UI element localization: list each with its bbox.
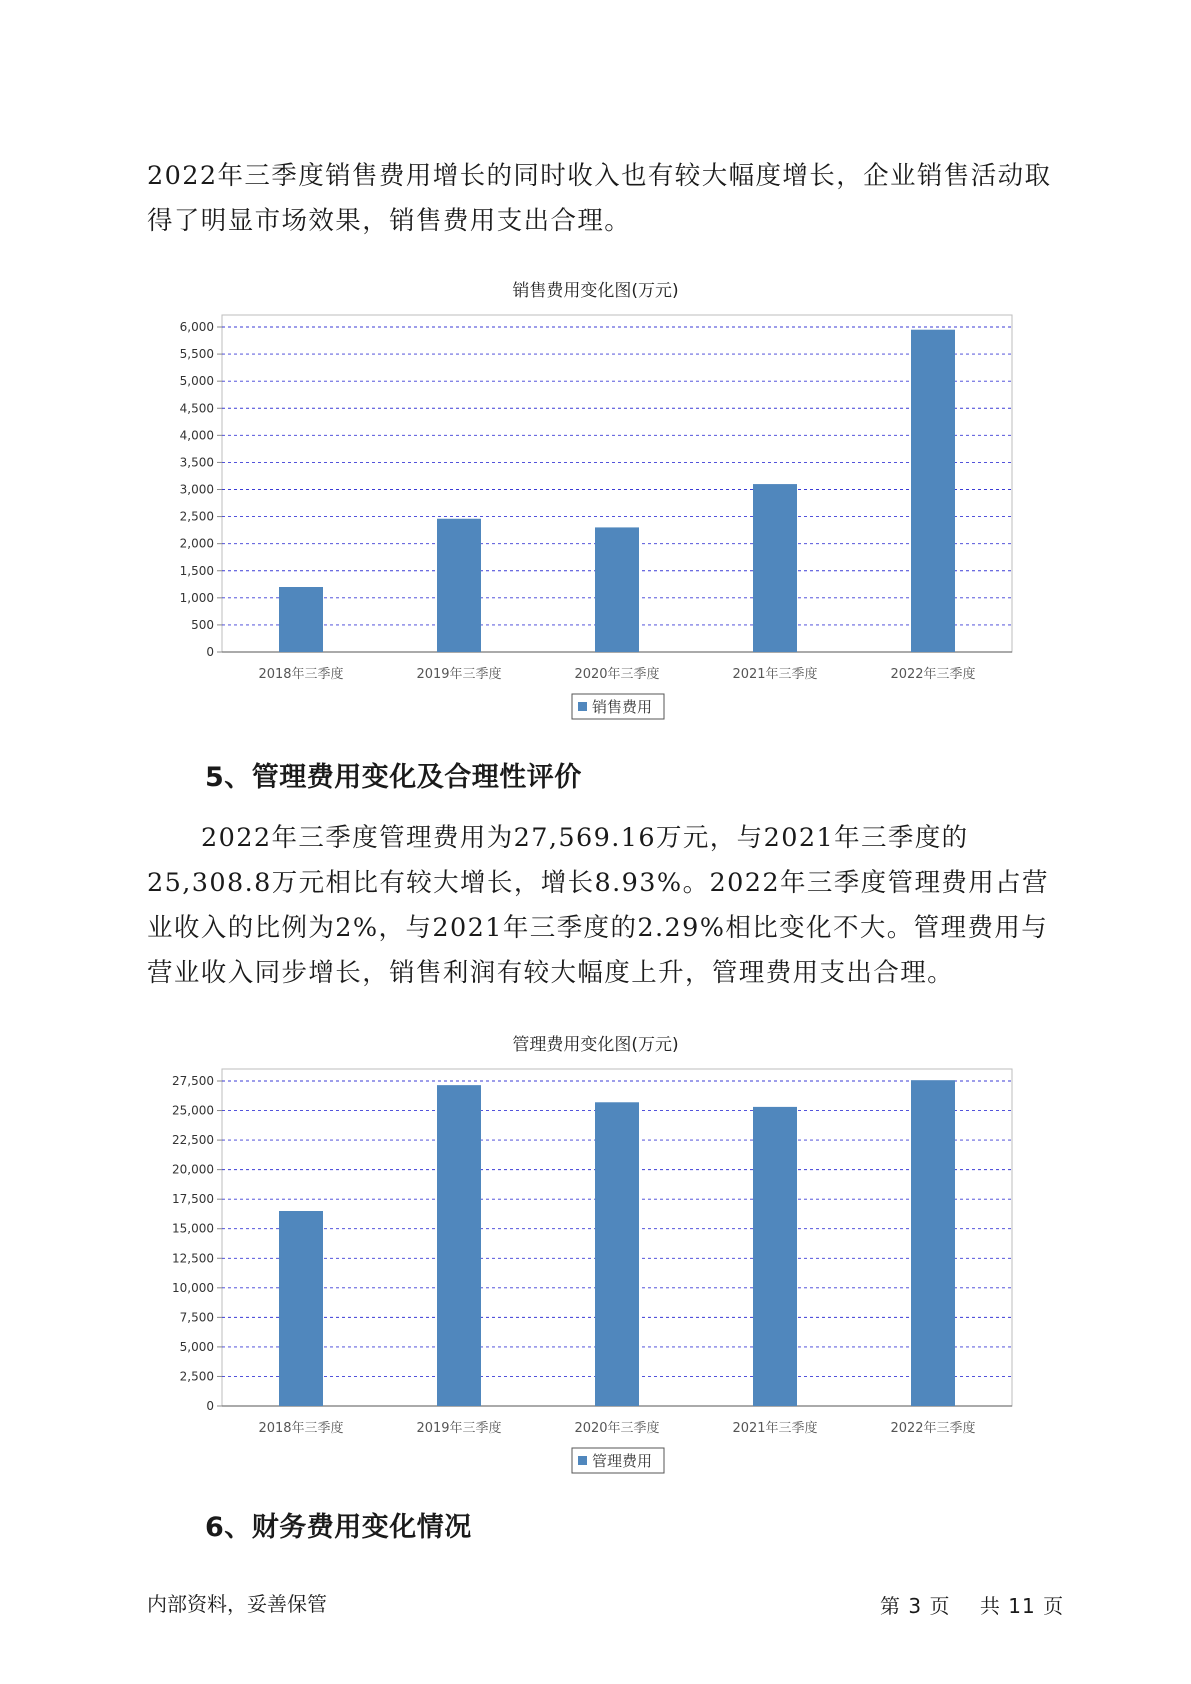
x-tick-label: 2018年三季度: [258, 1421, 344, 1436]
bar: [753, 1107, 797, 1406]
y-tick-label: 7,500: [179, 1310, 214, 1325]
footer-page-info: [880, 1590, 1064, 1619]
y-tick-label: 22,500: [172, 1133, 214, 1148]
y-tick-label: 15,000: [172, 1221, 214, 1236]
section-5-heading: 5、管理费用变化及合理性评价: [205, 762, 582, 793]
section-5-paragraph: 2022年三季度管理费用为27,569.16万元，与2021年三季度的25,308.8万元相比有较大增长，增长8.93%。2022年三季度管理费用占营业收入的比例为2%，与2021年三季度的2.29%相比变化不大。管理费用与营业收入同步增长，销售利润有较大幅度上升，管理费用支出合理。: [147, 823, 1049, 988]
x-tick-label: 2022年三季度: [890, 1421, 976, 1436]
bar: [595, 527, 639, 652]
y-tick-label: 25,000: [172, 1103, 214, 1118]
y-tick-label: 27,500: [172, 1074, 214, 1088]
bar: [911, 1080, 955, 1406]
section-6-heading: 6、财务费用变化情况: [205, 1512, 472, 1543]
y-tick-label: 6,000: [179, 320, 214, 334]
x-tick-label: 2022年三季度: [890, 667, 976, 682]
y-tick-label: 3,500: [179, 455, 214, 470]
y-tick-label: 5,500: [179, 347, 214, 362]
total-label-suffix: 页: [1043, 1594, 1065, 1618]
y-tick-label: 2,500: [179, 509, 214, 524]
chart-1-title: 销售费用变化图(万元): [512, 281, 679, 301]
bar: [911, 330, 955, 652]
bar: [595, 1102, 639, 1406]
y-tick-label: 5,000: [179, 1339, 214, 1354]
y-tick-label: 1,500: [179, 563, 214, 578]
page-label-suffix: 页: [929, 1594, 951, 1618]
y-tick-label: 17,500: [172, 1192, 214, 1207]
admin-expense-chart: [0, 1054, 1191, 1494]
chart-2-title: 管理费用变化图(万元): [512, 1035, 679, 1055]
y-tick-label: 12,500: [172, 1251, 214, 1266]
sales-expense-chart: [0, 300, 1191, 740]
y-tick-label: 10,000: [172, 1280, 214, 1295]
total-label-prefix: 共: [979, 1594, 1001, 1618]
legend-label: 管理费用: [592, 1452, 653, 1470]
intro-paragraph: 2022年三季度销售费用增长的同时收入也有较大幅度增长，企业销售活动取得了明显市场效果，销售费用支出合理。: [147, 161, 1052, 236]
bar: [279, 587, 323, 652]
bar: [753, 484, 797, 652]
page-label-prefix: 第: [880, 1594, 901, 1618]
x-tick-label: 2019年三季度: [416, 1421, 502, 1436]
x-tick-label: 2020年三季度: [574, 667, 660, 682]
bar: [437, 519, 481, 652]
x-tick-label: 2020年三季度: [574, 1421, 660, 1436]
y-tick-label: 2,000: [179, 536, 214, 551]
y-tick-label: 5,000: [179, 374, 214, 389]
y-tick-label: 2,500: [179, 1369, 214, 1384]
y-tick-label: 0: [206, 1399, 214, 1413]
y-tick-label: 20,000: [172, 1162, 214, 1177]
bar: [437, 1085, 481, 1406]
y-tick-label: 3,000: [179, 482, 214, 497]
legend-swatch: [578, 702, 587, 711]
y-tick-label: 4,500: [179, 401, 214, 416]
x-tick-label: 2021年三季度: [732, 667, 818, 682]
x-tick-label: 2021年三季度: [732, 1421, 818, 1436]
page-number: 3: [908, 1594, 923, 1618]
y-tick-label: 4,000: [179, 428, 214, 443]
legend-swatch: [578, 1456, 587, 1465]
y-tick-label: 0: [206, 645, 214, 659]
footer-confidential-note: 内部资料，妥善保管: [147, 1592, 327, 1616]
y-tick-label: 500: [191, 617, 214, 632]
x-tick-label: 2019年三季度: [416, 667, 502, 682]
total-pages: 11: [1008, 1594, 1036, 1618]
bar: [279, 1211, 323, 1406]
y-tick-label: 1,000: [179, 590, 214, 605]
x-tick-label: 2018年三季度: [258, 667, 344, 682]
legend-label: 销售费用: [592, 698, 653, 716]
